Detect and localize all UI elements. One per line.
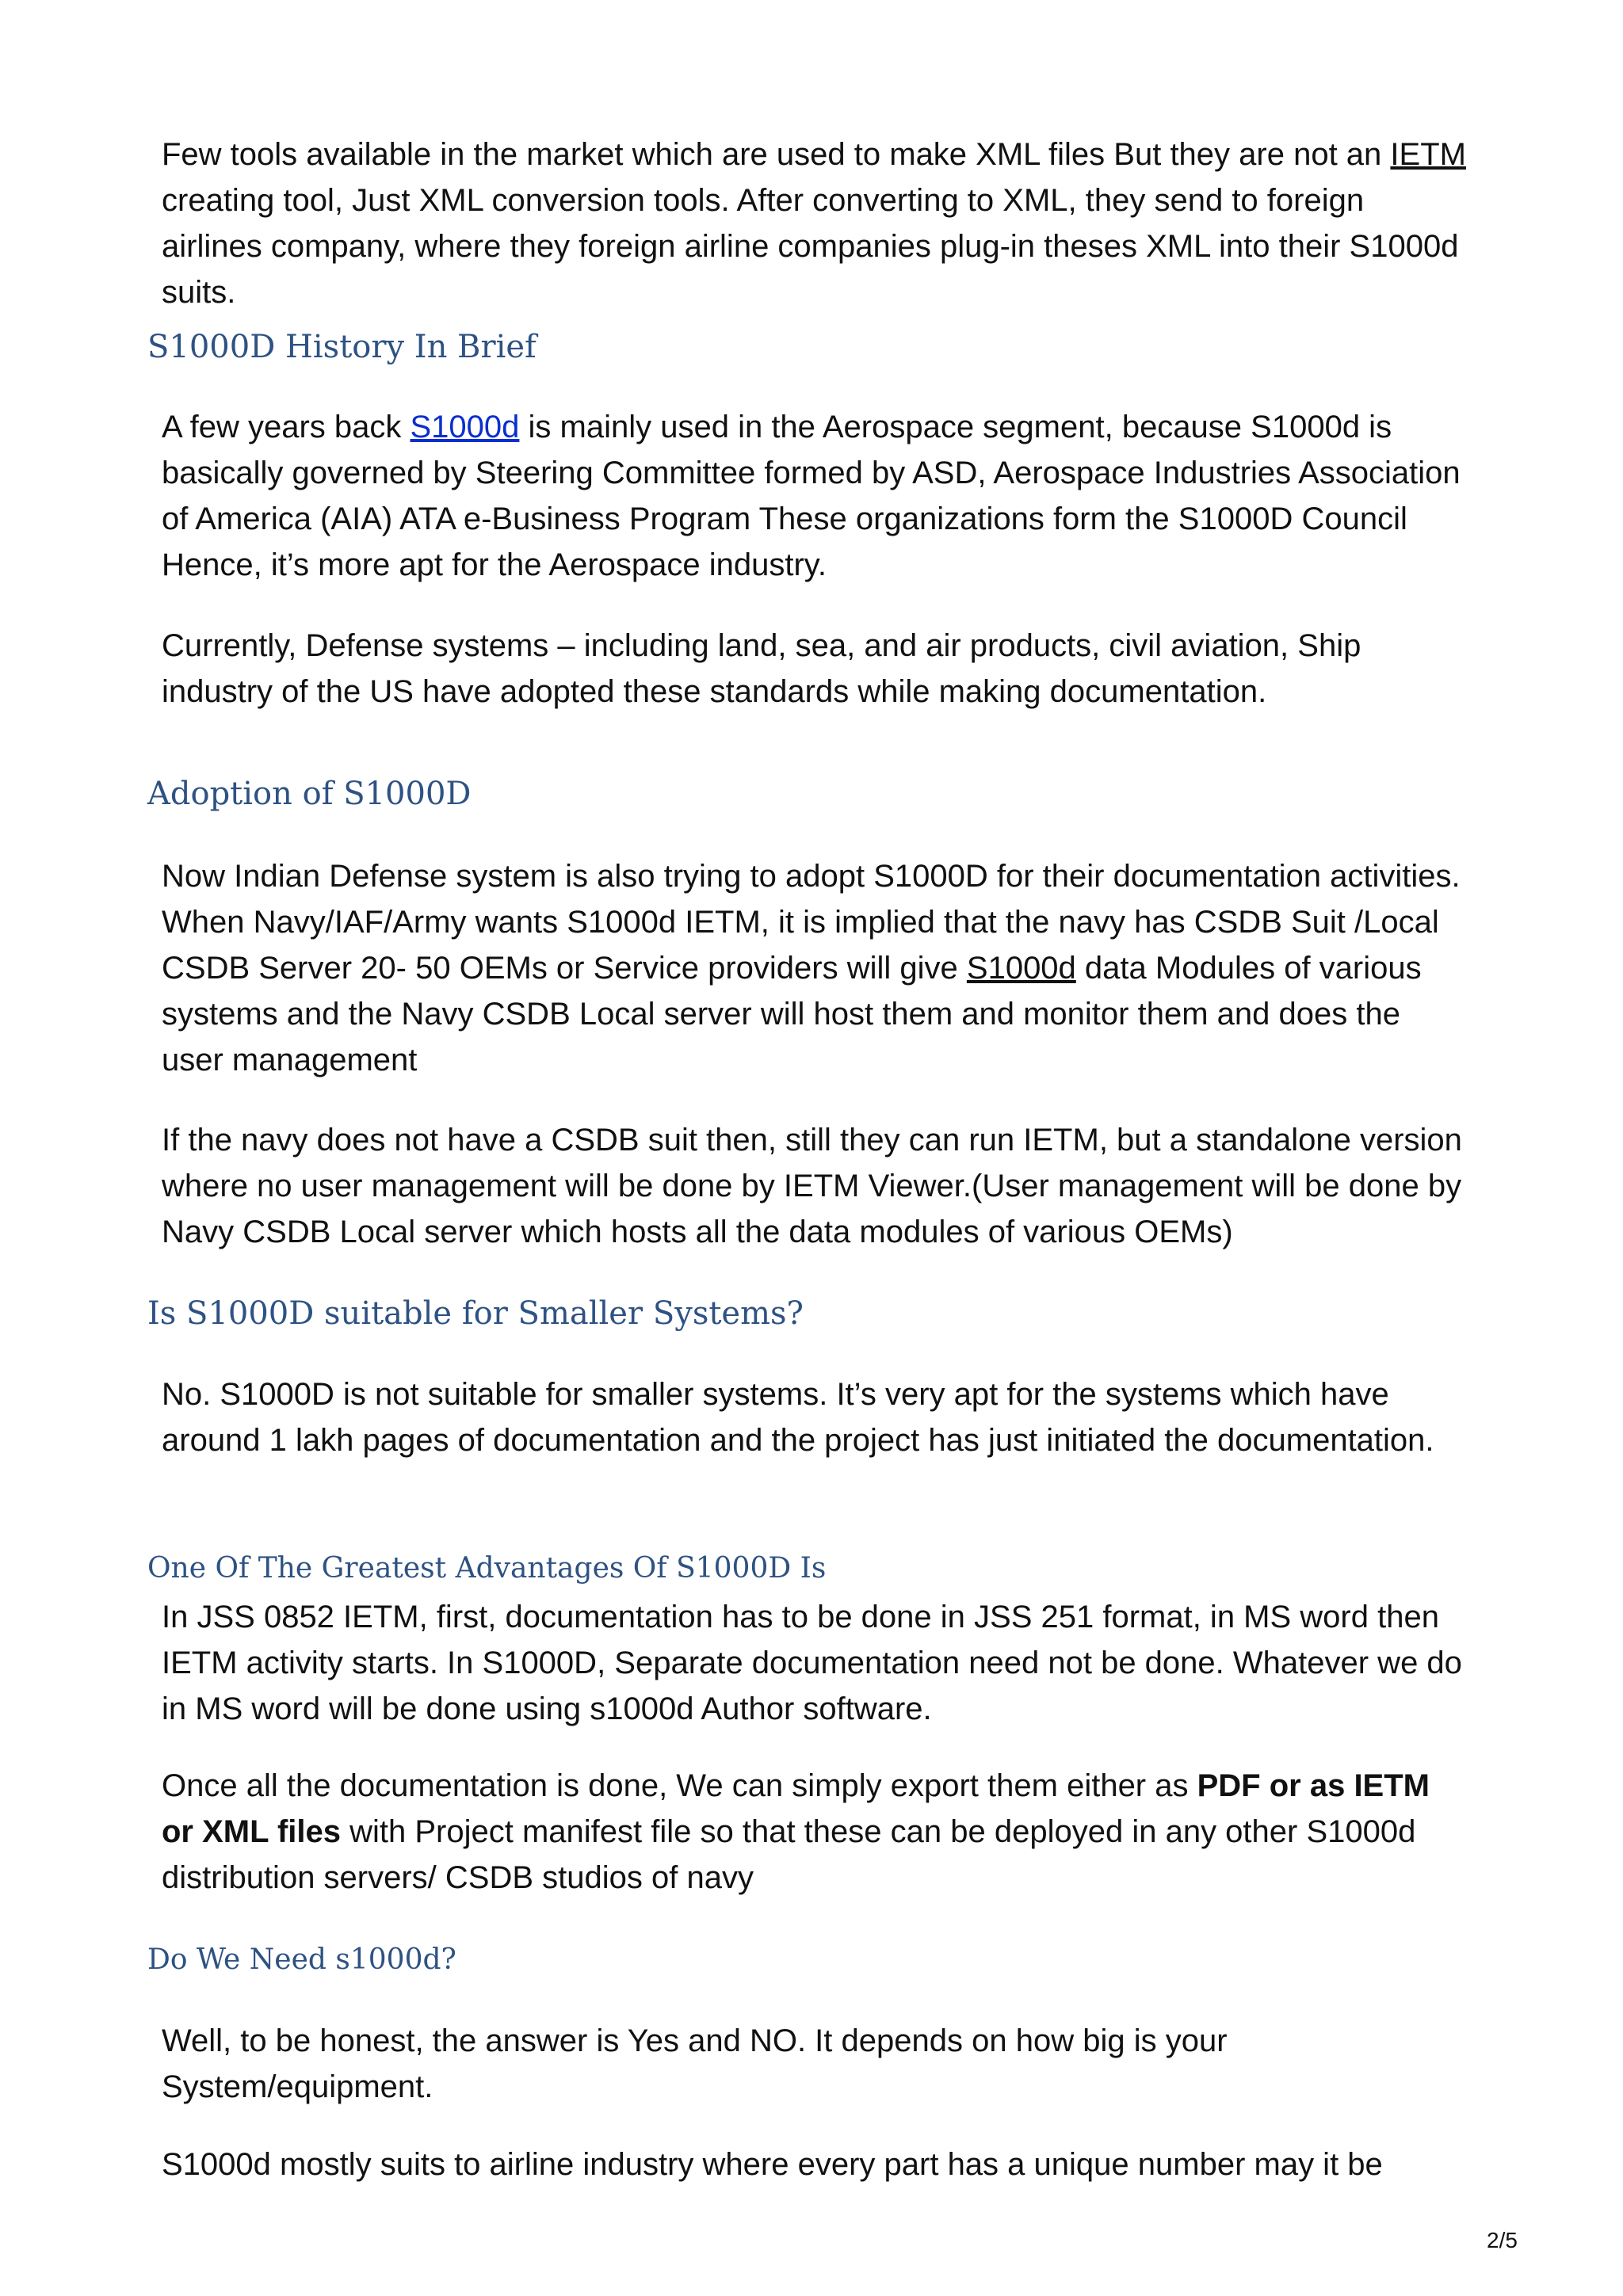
page-number: 2/5 — [1487, 2228, 1518, 2252]
smaller-systems-paragraph: No. S1000D is not suitable for smaller systems. It’s very apt for the systems which have around 1 lakh pages of documentation and the project has just initiated the documentation. — [162, 1377, 1434, 1458]
advantages-paragraph-1: In JSS 0852 IETM, first, documentation has to be done in JSS 251 format, in MS word then IETM activity starts. In S1000D, Separate documentation need not be done. Whatever we do in MS word will be done using s1000d Author software. — [162, 1600, 1462, 1726]
smaller-systems-heading: Is S1000D suitable for Smaller Systems? — [147, 1295, 804, 1332]
export-formats-bold: PDF or as IETM or XML files — [162, 1768, 1430, 1849]
history-heading: S1000D History In Brief — [147, 329, 537, 365]
history-paragraph-1 — [162, 404, 1469, 588]
ietm-link[interactable]: IETM — [1390, 137, 1466, 172]
need-paragraph-1: Well, to be honest, the answer is Yes and NO. It depends on how big is your System/equipment. — [162, 2023, 1228, 2104]
adoption-heading: Adoption of S1000D — [147, 776, 472, 812]
advantages-text-1: Once all the documentation is done, We can simply export them either as — [162, 1768, 1197, 1803]
adoption-text-2: data Modules of various systems and the Navy CSDB Local server will host them and monitor them and does the user management — [162, 951, 1422, 1077]
advantages-text-2: with Project manifest file so that these can be deployed in any other S1000d distribution servers/ CSDB studios of navy — [162, 1814, 1416, 1895]
history-paragraph-2: Currently, Defense systems – including land, sea, and air products, civil aviation, Ship industry of the US have adopted these standards while making documentation. — [162, 628, 1361, 709]
adoption-text-1: Now Indian Defense system is also trying to adopt S1000D for their documentation activities. When Navy/IAF/Army wants S1000d IETM, it is implied that the navy has CSDB Suit /Local CSDB Server 20- 50 OEMs or Service providers will give — [162, 859, 1461, 986]
need-heading: Do We Need s1000d? — [147, 1943, 456, 1976]
intro-paragraph — [162, 132, 1469, 315]
intro-text-1: Few tools available in the market which are used to make XML files But they are not an — [162, 137, 1391, 172]
adoption-paragraph-1 — [162, 853, 1469, 1083]
advantages-heading: One Of The Greatest Advantages Of S1000D Is — [147, 1552, 827, 1585]
s1000d-data-link[interactable]: S1000d — [966, 951, 1076, 986]
advantages-paragraph-2 — [162, 1763, 1469, 1901]
need-paragraph-2: S1000d mostly suits to airline industry where every part has a unique number may it be — [162, 2147, 1383, 2182]
history-text-2: is mainly used in the Aerospace segment, because S1000d is basically governed by Steering Committee formed by ASD, Aerospace Industries Association of America (AIA) ATA e-Business Program These organizations form the S1000D Council Hence, it’s more apt for the Aerospace industry. — [162, 410, 1461, 582]
s1000d-link[interactable]: S1000d — [410, 410, 520, 444]
adoption-paragraph-2: If the navy does not have a CSDB suit then, still they can run IETM, but a standalone version where no user management will be done by IETM Viewer.(User management will be done by Navy CSDB Local server which hosts all the data modules of various OEMs) — [162, 1123, 1462, 1249]
intro-text-2: creating tool, Just XML conversion tools. After converting to XML, they send to foreign airlines company, where they foreign airline companies plug-in theses XML into their S1000d suits. — [162, 183, 1459, 310]
history-text-1: A few years back — [162, 410, 411, 444]
